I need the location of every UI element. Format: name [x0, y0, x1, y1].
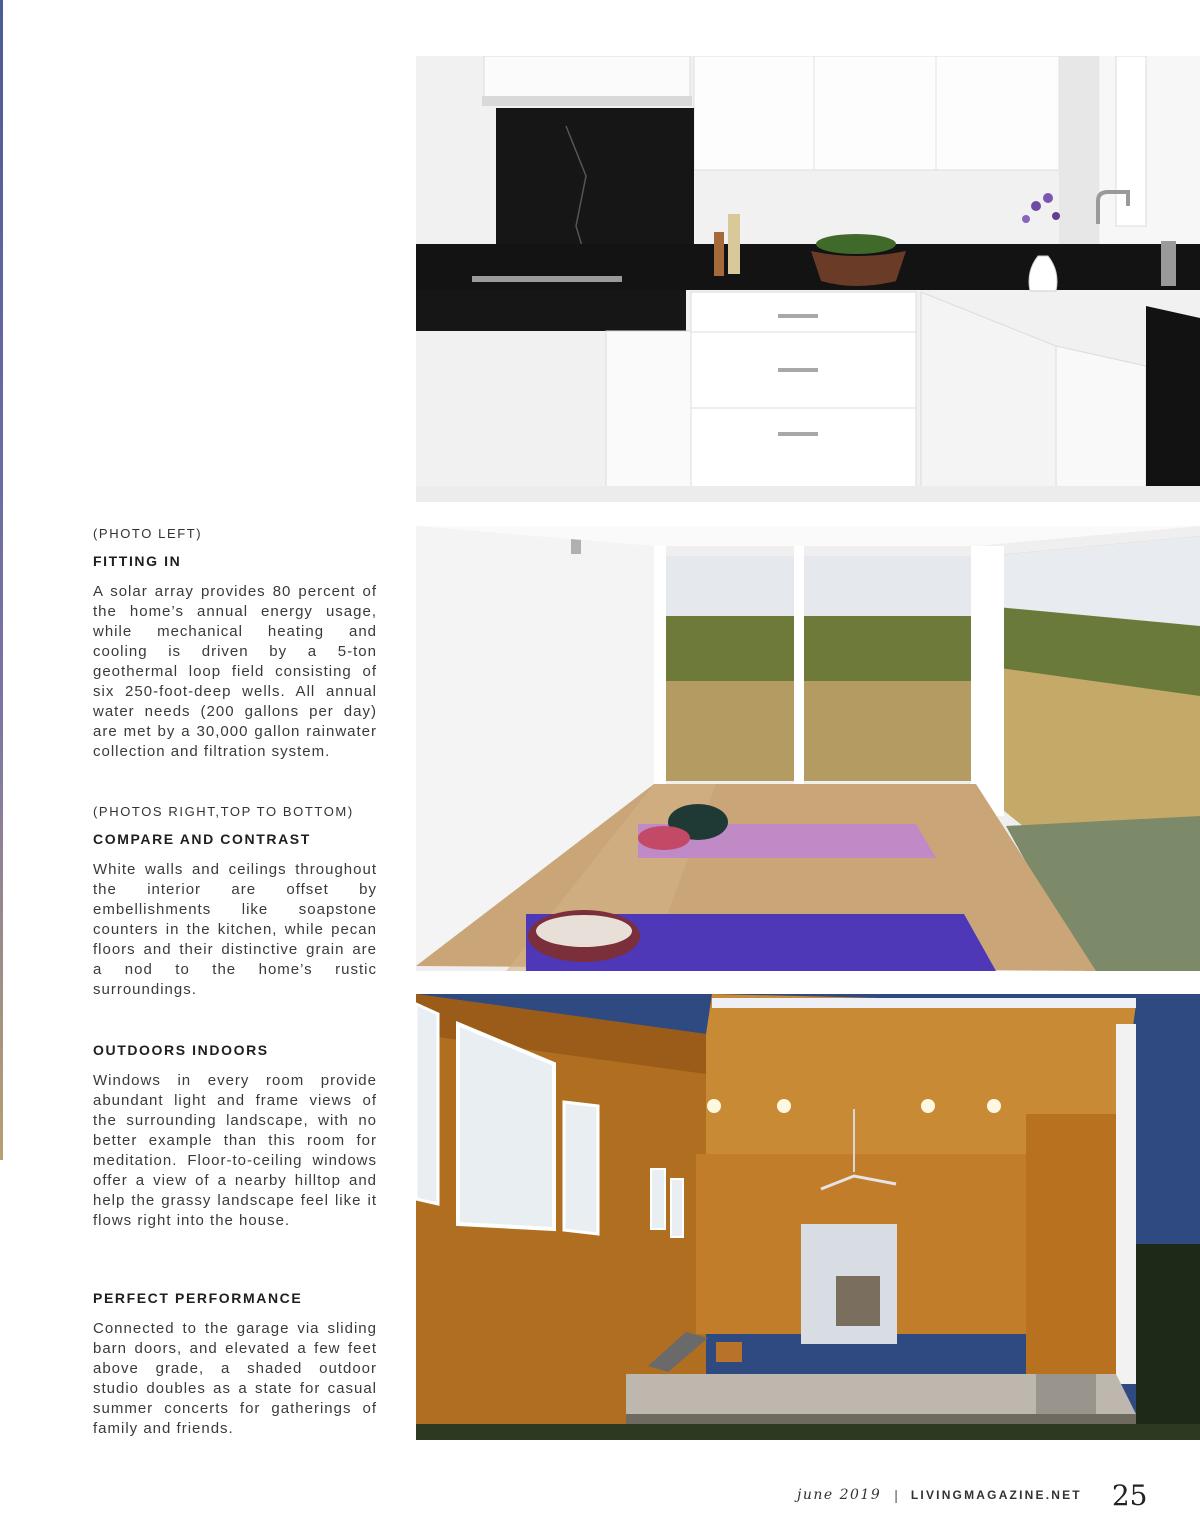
section-outdoors-indoors: [93, 1042, 377, 1231]
outdoor-studio-photo: [416, 994, 1200, 1440]
photo-caption-right: (PHOTOS RIGHT,TOP TO BOTTOM): [93, 804, 354, 819]
page-number: 25: [1111, 1478, 1148, 1512]
website-link[interactable]: LIVINGMAGAZINE.NET: [910, 1488, 1082, 1502]
section-fitting-in: [93, 526, 377, 762]
photo-caption-left: (PHOTO LEFT): [93, 526, 203, 541]
section-perfect-performance: [93, 1290, 377, 1439]
section-body: Windows in every room provide abundant light and frame views of the surrounding landscape, with no better example than this room for meditation. Floor-to-ceiling windows offer a view of a nearby hilltop and help the grassy landscape feel like it flows right into the house.: [93, 1072, 377, 1229]
left-edge-strip: [0, 0, 3, 1160]
section-heading: FITTING IN: [93, 553, 182, 569]
section-body: White walls and ceilings throughout the interior are offset by embellishments like soapstone counters in the kitchen, while pecan floors and their distinctive grain are a nod to the home’s rustic surroundings.: [93, 861, 377, 998]
page-footer: [797, 1480, 1147, 1510]
section-body: Connected to the garage via sliding barn doors, and elevated a few feet above grade, a shaded outdoor studio doubles as a state for casual summer concerts for gatherings of family and friends.: [93, 1320, 377, 1437]
footer-separator: |: [894, 1487, 898, 1503]
section-heading: OUTDOORS INDOORS: [93, 1042, 269, 1058]
section-body: A solar array provides 80 percent of the home’s annual energy usage, while mechanical heating and cooling is driven by a 5-ton geothermal loop field consisting of six 250-foot-deep wells. All annual water needs (200 gallons per day) are met by a 30,000 gallon rainwater collection and filtration system.: [93, 583, 377, 760]
meditation-room-photo: [416, 526, 1200, 971]
section-heading: COMPARE AND CONTRAST: [93, 831, 311, 847]
kitchen-photo: [416, 56, 1200, 502]
section-compare-and-contrast: [93, 804, 377, 1000]
section-heading: PERFECT PERFORMANCE: [93, 1290, 303, 1306]
issue-date: june 2019: [797, 1487, 882, 1503]
